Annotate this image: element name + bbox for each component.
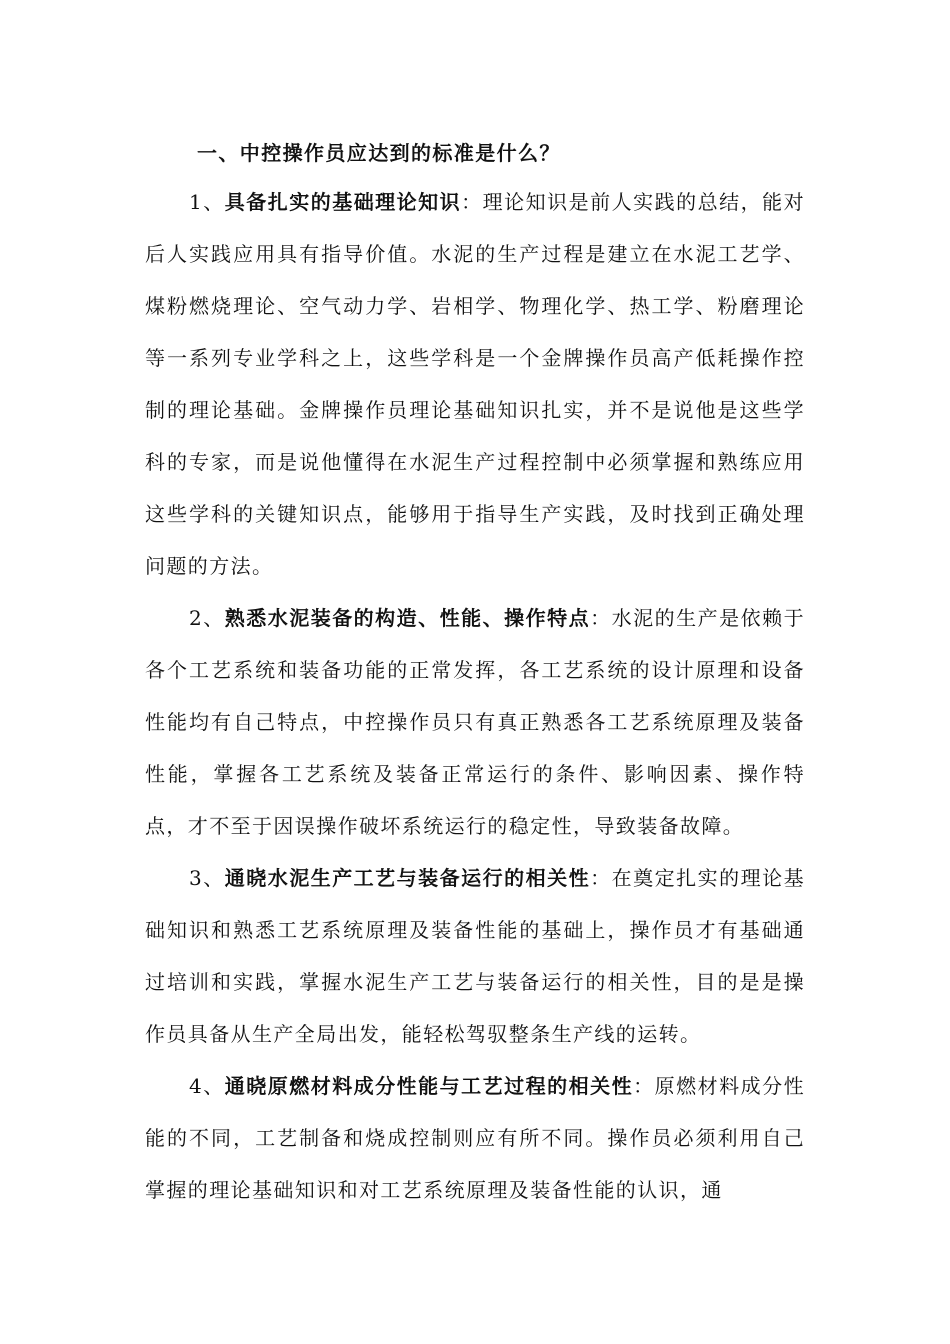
paragraph-text: 水泥的生产是依赖于各个工艺系统和装备功能的正常发挥，各工艺系统的设计原理和设备性能均有自己特点，中控操作员只有真正熟悉各工艺系统原理及装备性能，掌握各工艺系统及装备正常运行的条件、影响因素、操作特点，才不至于因误操作破坏系统运行的稳定性，导致装备故障。 [145,606,805,838]
paragraph-lead: 通晓原燃材料成分性能与工艺过程的相关性 [224,1074,634,1098]
paragraph-1 [145,176,805,592]
paragraph-number: 3、 [189,866,225,890]
paragraph-separator: ： [461,190,483,214]
paragraph-lead: 熟悉水泥装备的构造、性能、操作特点 [224,606,591,630]
paragraph-number: 4、 [189,1074,225,1098]
paragraph-text: 在奠定扎实的理论基础知识和熟悉工艺系统原理及装备性能的基础上，操作员才有基础通过培训和实践，掌握水泥生产工艺与装备运行的相关性，目的是是操作员具备从生产全局出发，能轻松驾驭整条生产线的运转。 [145,866,805,1046]
paragraph-text: 原燃材料成分性能的不同，工艺制备和烧成控制则应有所不同。操作员必须利用自己掌握的理论基础知识和对工艺系统原理及装备性能的认识，通 [145,1074,805,1202]
paragraph-4 [145,1060,805,1216]
paragraph-number: 2、 [189,606,225,630]
paragraph-3 [145,852,805,1060]
paragraph-text: 理论知识是前人实践的总结，能对后人实践应用具有指导价值。水泥的生产过程是建立在水泥工艺学、煤粉燃烧理论、空气动力学、岩相学、物理化学、热工学、粉磨理论等一系列专业学科之上，这些学科是一个金牌操作员高产低耗操作控制的理论基础。金牌操作员理论基础知识扎实，并不是说他是这些学科的专家，而是说他懂得在水泥生产过程控制中必须掌握和熟练应用这些学科的关键知识点，能够用于指导生产实践，及时找到正确处理问题的方法。 [145,190,805,578]
paragraph-separator: ： [633,1074,655,1098]
paragraph-lead: 具备扎实的基础理论知识 [224,190,462,214]
paragraph-lead: 通晓水泥生产工艺与装备运行的相关性 [224,866,591,890]
paragraph-number: 1、 [189,190,225,214]
paragraph-separator: ： [590,606,612,630]
document-body [145,130,805,1216]
section-heading: 一、中控操作员应达到的标准是什么？ [197,141,561,165]
paragraph-2 [145,592,805,852]
paragraph-separator: ： [590,866,612,890]
